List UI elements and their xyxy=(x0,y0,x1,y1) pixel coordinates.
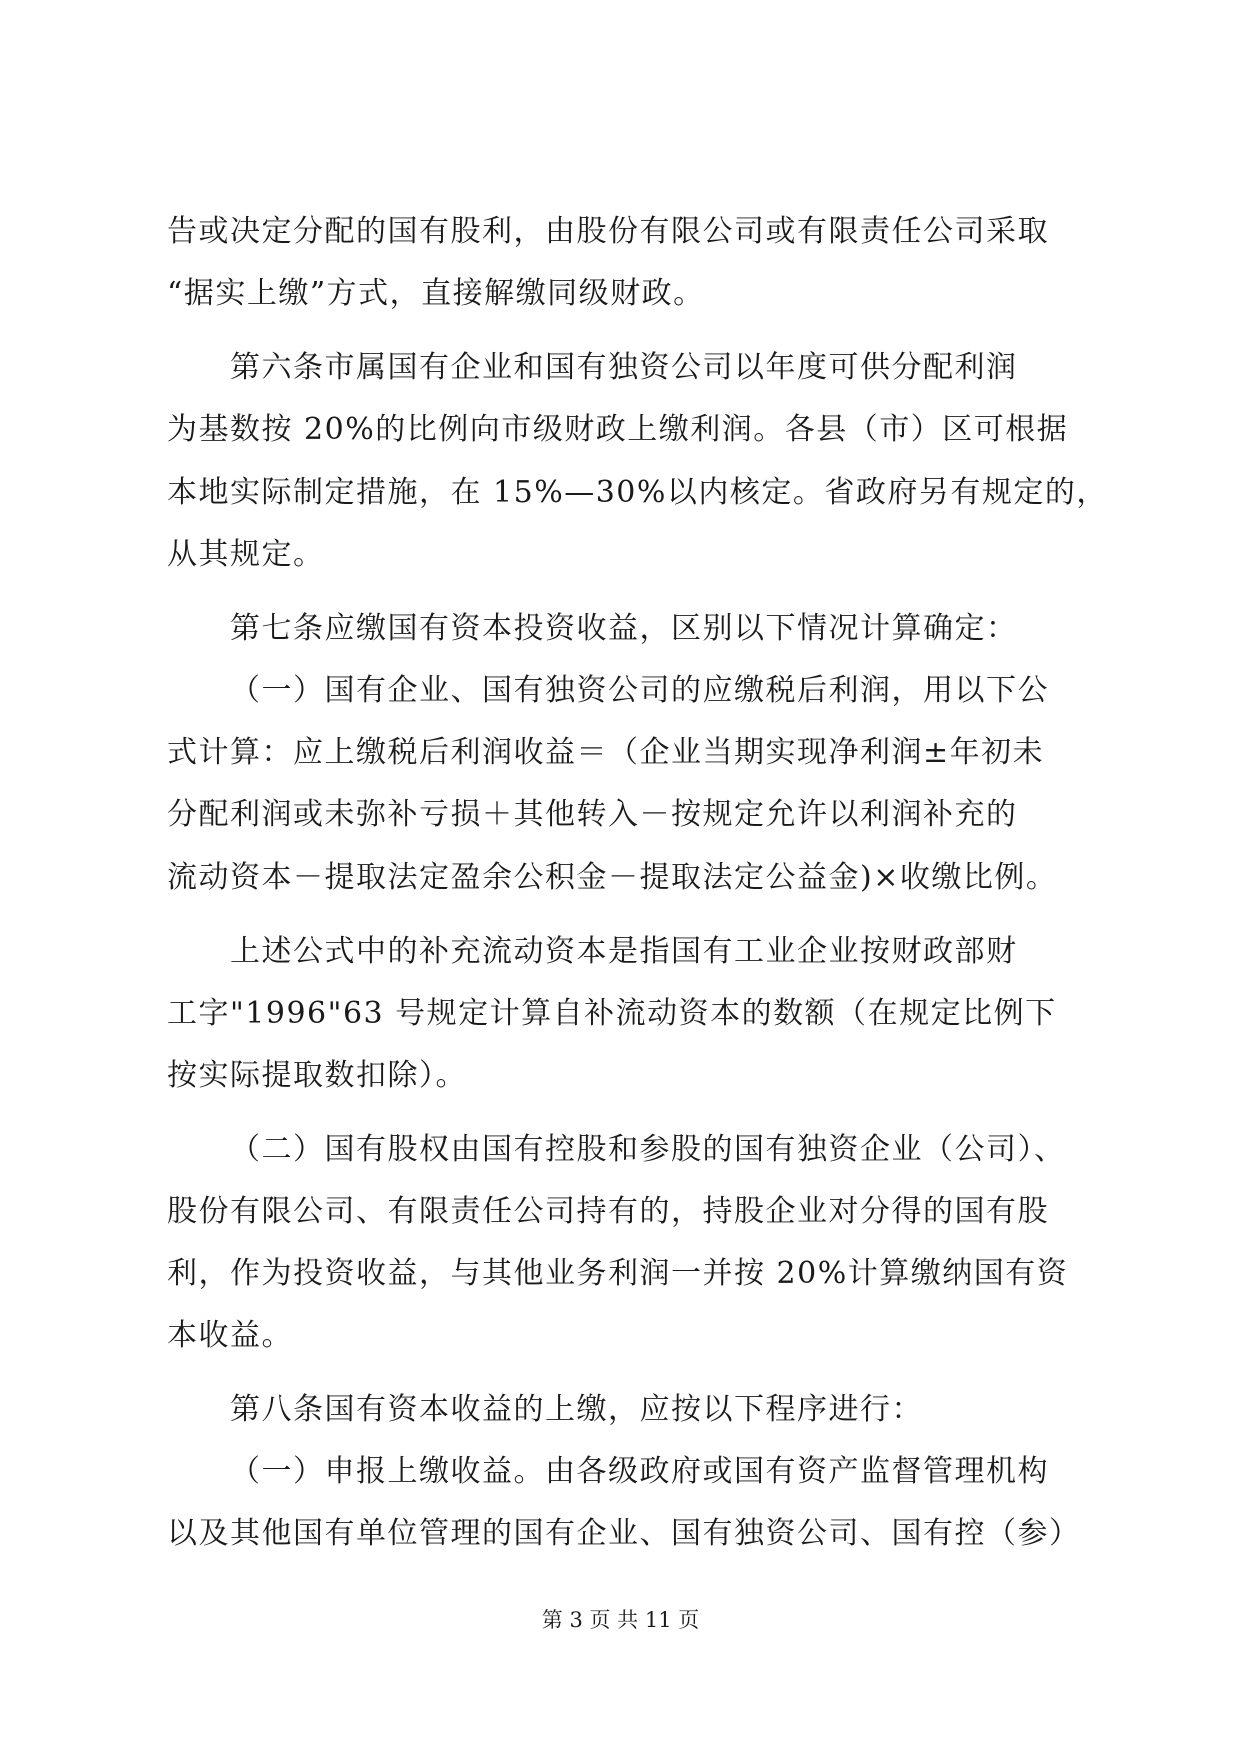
body-line: 为基数按 20%的比例向市级财政上缴利润。各县（市）区可根据 xyxy=(167,412,1069,447)
body-line: 式计算：应上缴税后利润收益＝（企业当期实现净利润±年初未 xyxy=(167,735,1045,770)
page-number-footer: 第 3 页 共 11 页 xyxy=(541,1608,700,1632)
body-line: 上述公式中的补充流动资本是指国有工业企业按财政部财 xyxy=(230,934,1018,969)
body-line: “据实上缴”方式，直接解缴同级财政。 xyxy=(167,276,705,311)
body-line: 第六条市属国有企业和国有独资公司以年度可供分配利润 xyxy=(230,350,1018,385)
body-line: 本收益。 xyxy=(167,1318,293,1353)
body-line: 利，作为投资收益，与其他业务利润一并按 20%计算缴纳国有资 xyxy=(167,1256,1069,1291)
body-line: （一）国有企业、国有独资公司的应缴税后利润，用以下公 xyxy=(230,673,1049,708)
body-line: 告或决定分配的国有股利，由股份有限公司或有限责任公司采取 xyxy=(167,214,1049,249)
body-line: 工字"1996"63 号规定计算自补流动资本的数额（在规定比例下 xyxy=(167,996,1057,1031)
body-line: 以及其他国有单位管理的国有企业、国有独资公司、国有控（参） xyxy=(167,1516,1081,1551)
body-line: 流动资本－提取法定盈余公积金－提取法定公益金)×收缴比例。 xyxy=(167,860,1058,895)
body-line: 股份有限公司、有限责任公司持有的，持股企业对分得的国有股 xyxy=(167,1194,1049,1229)
body-line: （一）申报上缴收益。由各级政府或国有资产监督管理机构 xyxy=(230,1454,1049,1489)
body-line: 从其规定。 xyxy=(167,537,325,572)
body-line: 按实际提取数扣除）。 xyxy=(167,1058,467,1093)
body-line: 本地实际制定措施，在 15%—30%以内核定。省政府另有规定的， xyxy=(167,475,1108,510)
body-line: 第八条国有资本收益的上缴，应按以下程序进行： xyxy=(230,1392,923,1427)
body-line: 第七条应缴国有资本投资收益，区别以下情况计算确定： xyxy=(230,611,1018,646)
body-line: （二）国有股权由国有控股和参股的国有独资企业（公司）、 xyxy=(230,1132,1066,1167)
body-line: 分配利润或未弥补亏损＋其他转入－按规定允许以利润补充的 xyxy=(167,797,1018,832)
